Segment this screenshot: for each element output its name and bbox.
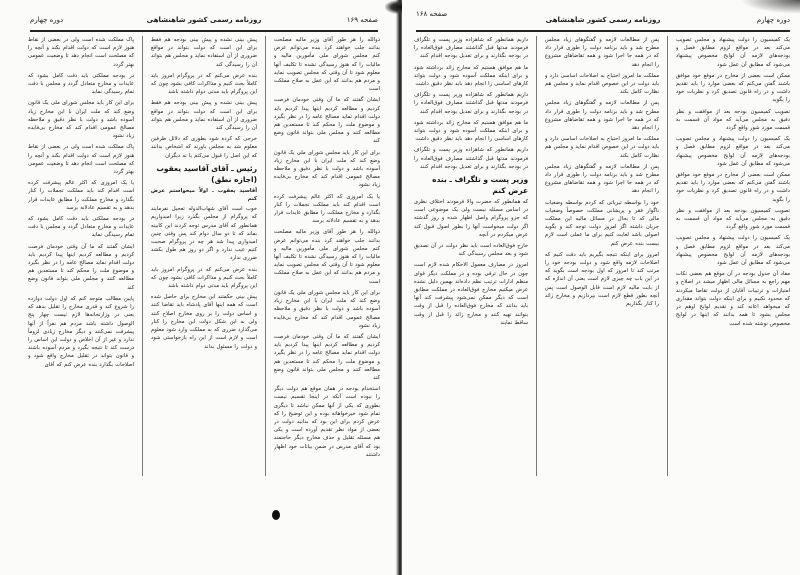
ink-blot xyxy=(272,510,280,520)
column-2 xyxy=(151,36,257,476)
page-number: صفحه ۱۶۸ xyxy=(416,10,448,18)
paragraph: پاک مملکت شده است ولی در بعضی از نقاط هنوز لازم است که دولت اقدام بکند و آنچه را که مصلحت است انجام دهد تا وضعیت عمومی بهتر گردد xyxy=(27,144,135,176)
paragraph: یک کمیسیون را دولت پیشنهاد و مجلس تصویب می‌کند بعد در مواقع لزوم مطابق فصل و بودجه‌های لازمه آن لوایح مخصوص پیشنهاد می‌شود که مطابق آن عمل شود xyxy=(675,136,790,167)
column-divider xyxy=(536,36,537,476)
paragraph: داریم همانطور که شاهزاده وزیر پست و تلگراف فرمودند مدتها قبل گذاشتند مصارف فوق‌العاده را در بودجه بگذارند و برای تعدیل بودجه اقدام کنند xyxy=(413,37,529,60)
paragraph: پیش بینی نشده و پیش بینی بودجه هم فقط برای این است که دولت بتواند در مواقع ضروری از آن استفاده نماید و مجلس هم بتواند آن را رسیدگی کند xyxy=(150,37,258,68)
paragraph: ما هم موافق هستیم که مخارج زائد برداشته شود و برای اینکه مملکت آسوده شود و دولت بتواند کارهای اساسی را انجام دهد باید نظر دقیق داشت xyxy=(413,119,529,143)
paragraph: پیش بینی نشده و پیش بینی بودجه هم فقط برای این است که دولت بتواند در مواقع ضروری از آن استفاده نماید و مجلس هم بتواند آن را رسیدگی کند xyxy=(150,100,258,132)
speaker-name: آقاسید یعقوب ـ اولاً میخواستم عرض کنم xyxy=(150,187,258,203)
paragraph: ممکن است بعضی از مخارج در موقع خود موافق باشند گفتن می‌کنم که بعضی موارد را باید تقدیم داشت و در راه قانون تصدیق کرد و نظریات خود را بگوید xyxy=(675,172,790,203)
right-page-header xyxy=(416,12,790,30)
paragraph: که همانطور که حضرت والا فرمودند اختلاف نظری در اساس مسئله نیست ولی یک موضوعی است که جزو پروگرام واصل اظهار شده و روز گذشته اگر دولت میخواست آنها را بطور اصول قبول کند عرض میکردم در آنچه xyxy=(413,199,529,238)
paragraph: پایین مطالب متوجه کنم که اول دولت دوازده را شروع کند و قدری مخارج را تقلیل بدهد که یعنی در وزارتخانه‌ها لازم نیست چهار پنج الوصول داشته باشد مردم هم نفراً از آنها پیشرفت نمی‌کنند و دیگر مخارج زیادی لزوماً ندارد و غیر از آن اخلاص و دولت این اساس را درست کند تا نتیجه بگیرد و مردم آسوده باشند و قانون بتواند در تقلیل مخارج واقع شود و اصلاحات بگذارد بنده عرض کنم که آقای xyxy=(27,295,135,368)
paragraph: داریم همانطور که شاهزاده وزیر پست و تلگراف فرمودند مدتها قبل گذاشتند مصارف فوق‌العاده را در بودجه بگذارند و برای تعدیل بودجه اقدام کنند xyxy=(413,92,529,115)
paragraph: استخدام بودجه در همان موقع هم دولت دیگر را نبوده است آنکه در اینجا تقسیم نیست بطوری که یکی از آنها ممکن نباشد تا دیگری تمام شود خیرخواهانه بوده و این توضیح را که عرض کردم برای این بود که بدانید دولت در بعضی از مواد نظر تقدیم آورده است و یکی هم مسئله تقلیل و حذف مخارج دیگر حاجتمند بود که آقای مدرس در ضمن بیانات خود اظهار داشتند xyxy=(273,386,380,458)
header-rule xyxy=(416,30,790,32)
right-page-columns xyxy=(414,36,790,476)
column-1 xyxy=(274,36,380,476)
paragraph: ذوالله را هر طور آقای وزیر مالیه مصلحت بدانند جلب خواهند کرد بنده می‌توانم عرض کنم مجلس شورای ملی مأمورین مالیه و مالیات را که هنوز رسیدگی نشده تا تکلیف آنها معلوم شود تا آن وقتی که مجلس تصویب نماید و مردم هم بدانند که این عمل به صلاح مملکت است xyxy=(273,229,380,285)
paragraph: ممکن است بعضی از مخارج در موقع خود موافق باشند گفتن می‌کنم که بعضی موارد را باید تقدیم داشت و در راه قانون تصدیق کرد و نظریات خود را بگوید xyxy=(675,72,790,104)
left-page-header xyxy=(30,12,378,30)
paragraph: یک کمیسیون را دولت پیشنهاد و مجلس تصویب می‌کند بعد در مواقع لزوم مطابق فصل و بودجه‌های لازمه آن لوایح مخصوص پیشنهاد می‌شود که مطابق آن عمل شود xyxy=(675,37,790,68)
paragraph: تصویب کمیسیون بودجه بعد از موافقت و نظر دقیق به مجلس می‌آید که مواد آن قسمت به قسمت مورد شور واقع گردد xyxy=(675,108,790,132)
left-page xyxy=(0,0,398,575)
header-rule xyxy=(30,30,378,32)
paragraph: پس از مطالعات لازمه و گفتگوهای زیاد مجلس مطرح شد و باید برنامه دولت را طوری قرار داد که در همه جا اجرا شود و همه تقاضاهای مشروع را انجام دهد xyxy=(544,37,660,68)
paragraph: پس از مطالعات لازمه و گفتگوهای زیاد مجلس مطرح شد و باید برنامه دولت را طوری قرار داد که در همه جا اجرا شود و همه تقاضاهای مشروع را انجام دهد xyxy=(544,163,660,195)
paragraph: امروز برای اینکه نتیجه بگیریم باید دقت کنیم که اصلاحات لازمه واقع شود و دولت بودجه خود را مرتب کند تا امروز که اول بودجه است بگوید که در این باب چه چیزی لازم است یعنی آن اندازه که از بابت مالیه لازم است قابل الوصول است پس آنچه بطور قطع لازم است بپردازیم و مخارج زائد را کنار بگذاریم xyxy=(544,251,660,308)
paragraph: پیش بینی حکمتند این مخارج برای حاصل شده است که همه اینها آقای پادشاه باید تقاضا کنند و اساس دولت را بر روی مخارج اصلاح کنند ولی به این شکل دولت این مخارج را کنار می‌گذارد ضرری که به مملکت وارد شود معلوم است و لازم است از این راه بازخواستی شود و دولت را مسئول بداند xyxy=(150,294,258,350)
column-divider xyxy=(142,36,143,476)
column-3 xyxy=(28,36,134,476)
paragraph: ما هم موافق هستیم که مخارج زائد برداشته شود و برای اینکه مملکت آسوده شود و دولت بتواند کارهای اساسی را انجام دهد باید نظر دقیق داشت xyxy=(413,64,529,88)
column-2 xyxy=(545,36,659,476)
paragraph: خوب است آقای شهاب‌الدوله تعجیل نفرمایند که پروگرام از مجلس بگذرد زیرا امیدواریم همانطور که آقای مدرس توجه کردند این کابینه بماند که تا دو سال دوام کند پس وقتی چنین امیدواری پیدا شد هر چه در پروگرام صحبت کنیم عیب ندارد و اگر دو روز هم طول بکشد ضرری ندارد xyxy=(150,206,258,262)
paragraph: برای این کار باید مجلس شورای ملی یک قانون وضع کند که ملت ایران با این مخارج زیاد آسوده باشد و دولت با نظر دقیق و ملاحظه مصالح عمومی اقدام کند که مخارج بی‌فایده زیاد نشود xyxy=(27,100,135,140)
paragraph: امروز در مصارف معمول الاحکام شده لازم است چون در حال ترقی بوده و در مملکت دیگر قوای منظم ادارات ترتیب نظم داده‌اند بهمین دلیل نشده عرض میکنیم مخارج فوق‌العاده در مملکت مطابق است که دیگر ممکن نمی‌شود پیشرفت کند آنها باید بدانند که مخارج فوق‌العاده را قبل از وقت بتوانند تهیه کنند و مخارج زائد را قبل از وقت ساقط نمایند xyxy=(413,262,529,326)
paragraph: در بودجه مملکتی باید دقت کامل بشود که عایدات و مخارج متعادل گردد و مجلس با دقت تمام رسیدگی نماید xyxy=(27,216,135,239)
publication-title: روزنامه رسمی کشور شاهنشاهی xyxy=(146,16,262,24)
section-heading: رئیس ـ آقای آقاسید یعقوب (اجازه نطق) xyxy=(156,163,258,184)
paragraph: داریم همانطور که شاهزاده وزیر پست و تلگراف فرمودند مدتها قبل گذاشتند مصارف فوق‌العاده را در بودجه بگذارند و برای تعدیل بودجه اقدام کنند xyxy=(413,147,529,170)
paragraph: ذوالله را هر طور آقای وزیر مالیه مصلحت بدانند جلب خواهند کرد بنده می‌توانم عرض کنم مجلس شورای ملی مأمورین مالیه و مالیات را که هنوز رسیدگی نشده تا تکلیف آنها معلوم شود تا آن وقتی که مجلس تصویب نماید و مردم هم بدانند که این عمل به صلاح مملکت است xyxy=(273,37,380,93)
paragraph: یک کمیسیون را دولت پیشنهاد و مجلس تصویب می‌کند بعد در مواقع لزوم مطابق فصل و بودجه‌های لازمه آن لوایح مخصوص پیشنهاد می‌شود که مطابق آن عمل شود xyxy=(675,235,790,267)
left-page-columns xyxy=(28,36,380,476)
paragraph: بنده عرض می‌کنم که در پروگرام امروز باید کاملاً بحث کنیم و مذاکرات کافی بشود چون که این پروگرام باید مدتی دوام داشته باشد xyxy=(150,266,258,290)
publication-title: روزنامه رسمی کشور شاهنشاهی xyxy=(545,16,661,24)
paragraph: خارج فوق‌العاده است باید نظر دولت در آن تصدیق شود و بعد مجلس رسیدگی کند xyxy=(413,243,529,258)
paragraph: برای این کار باید مجلس شورای ملی یک قانون وضع کند که ملت ایران با این مخارج زیاد آسوده باشد و دولت با نظر دقیق و ملاحظه مصالح عمومی اقدام کند که مخارج بی‌فایده زیاد نشود xyxy=(273,289,380,329)
paragraph: ایشان گفتند که ما آن وقتی خودمان فرصت کردیم و مطالعه کردیم اینها پیدا کردیم باید دولت اقدام نماید مصالح عامه را در نظر بگیرد و موضوع ملت را محکم کند تا مستعدین هم مطالعه کنند و مجلس ملی بتواند قانون وضع کند xyxy=(27,243,135,291)
paragraph: مملکت ما امروز احتیاج به اصلاحات اساسی دارد و باید دولت در این خصوص اقدام نماید و مجلس هم نظارت کامل بکند xyxy=(544,136,660,159)
paragraph: یا یک امروزی که اکثر عالم پیشرفت کرده است اقدام کند باید مملکت تجملات را کنار بگذارد و مخارج مملکت را مطابق عایدات قرار بدهد و به تقسیم عادلانه برسد xyxy=(273,193,380,225)
page-number: صفحه ۱۶۹ xyxy=(346,16,378,24)
paragraph: برای این کار باید مجلس شورای ملی یک قانون وضع کند که ملت ایران با این مخارج زیاد آسوده باشد و دولت با نظر دقیق و ملاحظه مصالح عمومی اقدام کند که مخارج بی‌فایده زیاد نشود xyxy=(273,149,380,189)
column-1 xyxy=(676,36,790,476)
paragraph: تصویب کمیسیون بودجه بعد از موافقت و نظر دقیق به مجلس می‌آید که مواد آن قسمت به قسمت مورد شور واقع گردد xyxy=(675,207,790,231)
paragraph: پاک مملکت شده است ولی در بعضی از نقاط هنوز لازم است که دولت اقدام بکند و آنچه را که مصلحت است انجام دهد تا وضعیت عمومی بهتر گردد xyxy=(27,37,135,68)
period-label: دوره چهارم xyxy=(30,16,64,24)
paragraph: در بودجه مملکتی باید دقت کامل بشود که عایدات و مخارج متعادل گردد و مجلس با دقت تمام رسیدگی نماید xyxy=(27,72,135,96)
paragraph: خرجی که کرده شود بطوری که دلائل طرفین معلوم شد به مجلس باورند که اشخاص بدانند که این اصل را قبول می‌کنم یا نه دیگران xyxy=(150,136,258,159)
paragraph: یا یک امروزی که اکثر عالم پیشرفت کرده است اقدام کند باید مملکت تجملات را کنار بگذارد و مخارج مملکت را مطابق عایدات قرار بدهد و به تقسیم عادلانه برسد xyxy=(27,180,135,211)
paragraph: ایشان گفتند که ما آن وقتی خودمان فرصت کردیم و مطالعه کردیم اینها پیدا کردیم باید دولت اقدام نماید مصالح عامه را در نظر بگیرد و موضوع ملت را محکم کند تا مستعدین هم مطالعه کنند و مجلس ملی بتواند قانون وضع کند xyxy=(273,97,380,145)
column-divider xyxy=(667,36,668,476)
paragraph: بنده عرض می‌کنم که در پروگرام امروز باید کاملاً بحث کنیم و مذاکرات کافی بشود چون که این پروگرام باید مدتی دوام داشته باشد xyxy=(150,72,258,96)
paragraph: پس از مطالعات لازمه و گفتگوهای زیاد مجلس مطرح شد و باید برنامه دولت را طوری قرار داد که در همه جا اجرا شود و همه تقاضاهای مشروع را انجام دهد xyxy=(544,100,660,132)
paragraph: مملکت ما امروز احتیاج به اصلاحات اساسی دارد و باید دولت در این خصوص اقدام نماید و مجلس هم نظارت کامل بکند xyxy=(544,72,660,96)
paragraph: ایشان گفتند که ما آن وقتی خودمان فرصت کردیم و مطالعه کردیم اینها پیدا کردیم باید دولت اقدام نماید مصالح عامه را در نظر بگیرد و موضوع ملت را محکم کند تا مستعدین هم مطالعه کنند و مجلس ملی بتواند قانون وضع کند xyxy=(273,333,380,381)
paragraph: خود را بواسطه تیریاتی که کردم بواسطه وضعیات ناگوار فقر و پریشانی مملکت خصوصاً وضعیات مالی که تا بحال در مسائل مالیه این مملکت جریان داشته اگر امروز دولت توجه کند و بگوید اصولی باشد لغایت کنیم برای ما عملی است لازم نیست بنده عرض کنم xyxy=(544,199,660,247)
section-heading: وزیر پست و تلگراف ـ بنده عرض کنم xyxy=(432,175,529,196)
right-page xyxy=(402,0,800,575)
period-label: دوره چهارم xyxy=(756,16,790,24)
paragraph: مفاد آن جدول بودجه در آن موقع هم بعضی نکات مهم راجع به مسائل مالی اظهار میشد در اصلاح و امتیازات و ترتیبات آقایان از دولت تقاضا میکردند که محدود نکنیم و برای اینکه دولت بتواند مقداری که میخواهد اعانه کند و تقدیم لوایح اوهم در مجلس بشود تا همه بدانند که اینها در لوایح مخصوص نوشته شده است xyxy=(675,271,790,327)
column-divider xyxy=(265,36,266,476)
column-3 xyxy=(414,36,528,476)
